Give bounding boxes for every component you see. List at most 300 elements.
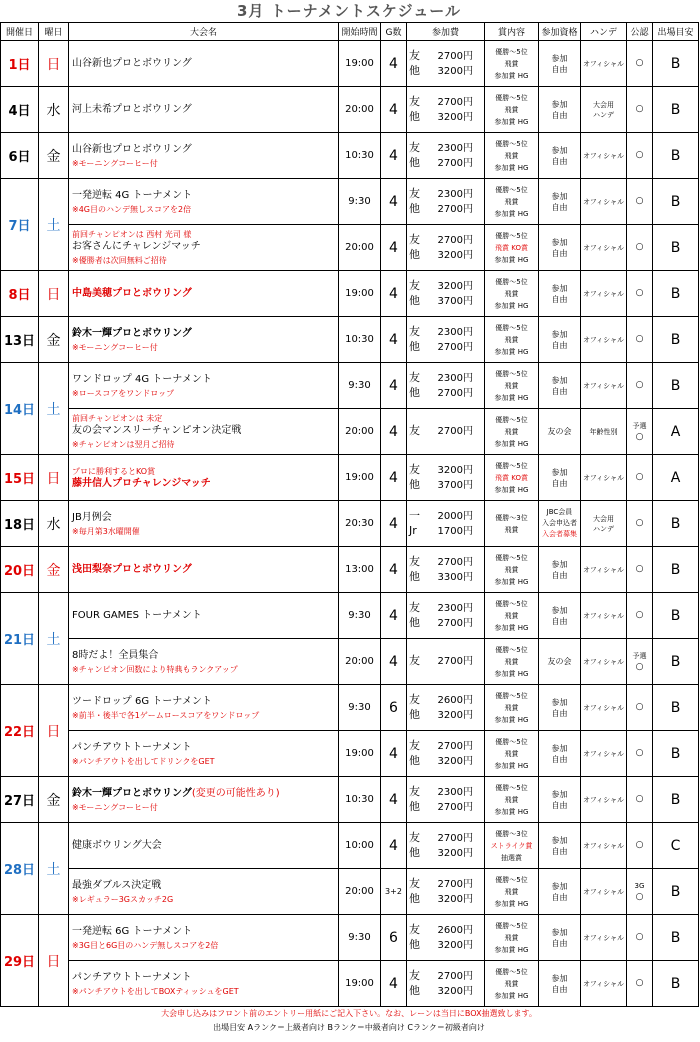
fee-line <box>407 555 484 570</box>
column-header: G数 <box>381 23 407 41</box>
event-date: 4日 <box>1 87 39 133</box>
event-date: 22日 <box>1 685 39 777</box>
handicap-line: オフィシャル <box>582 151 625 160</box>
event-name-extra: (変更の可能性あり) <box>191 787 280 799</box>
fee-amount: 3200円 <box>437 464 473 476</box>
prize-content <box>485 639 539 685</box>
prize-content <box>485 731 539 777</box>
event-top-note: プロに勝利するとKO賞 <box>72 466 156 476</box>
fee-amount: 2000円 <box>437 510 473 522</box>
prize-line: 優勝～5位 <box>495 93 528 102</box>
prize-line: 優勝～5位 <box>495 967 528 976</box>
event-weekday: 日 <box>39 455 69 501</box>
fee-amount: 3700円 <box>437 295 473 307</box>
event-name-line <box>72 373 338 386</box>
entry-qualification <box>539 915 581 961</box>
qualification-line: 入会者募集 <box>542 530 577 538</box>
entry-fee <box>407 547 485 593</box>
event-name-line <box>72 741 338 754</box>
certified-line: 予選 <box>632 651 647 660</box>
schedule-table <box>0 22 699 1007</box>
fee-line <box>407 64 484 79</box>
handicap <box>581 777 627 823</box>
handicap <box>581 915 627 961</box>
game-count: 4 <box>381 409 407 455</box>
prize-line: 優勝～5位 <box>495 921 528 930</box>
fee-label: 他 <box>409 385 420 399</box>
fee-line <box>407 616 484 631</box>
fee-label: 友 <box>409 922 420 936</box>
handicap-line: オフィシャル <box>582 59 625 68</box>
event-note: ※モーニングコーヒー付 <box>72 342 158 352</box>
qualification-line: 参加 <box>551 835 568 845</box>
qualification-line: 自由 <box>551 800 568 810</box>
table-row <box>1 961 699 1007</box>
start-time: 9:30 <box>339 593 381 639</box>
fee-line <box>407 49 484 64</box>
certified-line: ○ <box>635 932 644 942</box>
certified <box>627 961 653 1007</box>
entry-fee <box>407 501 485 547</box>
fee-amount: 2700円 <box>437 617 473 629</box>
start-time: 10:30 <box>339 777 381 823</box>
certified <box>627 363 653 409</box>
fee-label: 一 <box>409 508 420 522</box>
handicap-line: オフィシャル <box>582 703 625 712</box>
start-time: 19:00 <box>339 961 381 1007</box>
table-row <box>1 409 699 455</box>
event-weekday: 土 <box>39 593 69 685</box>
game-count: 3+2 <box>381 869 407 915</box>
prize-content <box>485 87 539 133</box>
entry-fee <box>407 179 485 225</box>
entry-qualification <box>539 685 581 731</box>
fee-amount: 2300円 <box>437 786 473 798</box>
fee-line <box>407 141 484 156</box>
qualification-line: 参加 <box>551 743 568 753</box>
prize-line: 参加賞 HG <box>494 761 529 770</box>
handicap-line: オフィシャル <box>582 887 625 896</box>
fee-label: 友 <box>409 554 420 568</box>
entry-fee <box>407 869 485 915</box>
entry-level: B <box>653 639 699 685</box>
event-note: ※ロースコアをワンドロップ <box>72 388 175 398</box>
start-time: 10:00 <box>339 823 381 869</box>
fee-line <box>407 892 484 907</box>
handicap <box>581 409 627 455</box>
certified-line: ○ <box>635 380 644 390</box>
certified <box>627 455 653 501</box>
fee-amount: 2700円 <box>437 970 473 982</box>
qualification-line: 自由 <box>551 478 568 488</box>
event-name-cell <box>69 41 339 87</box>
event-date: 21日 <box>1 593 39 685</box>
event-name-line <box>72 143 338 156</box>
fee-line <box>407 110 484 125</box>
event-weekday: 金 <box>39 317 69 363</box>
fee-amount: 2300円 <box>437 602 473 614</box>
start-time: 20:00 <box>339 409 381 455</box>
handicap <box>581 87 627 133</box>
fee-label: 友 <box>409 462 420 476</box>
game-count: 4 <box>381 777 407 823</box>
fee-label: 友 <box>409 968 420 982</box>
prize-line: 優勝～5位 <box>495 461 528 470</box>
event-name-cell <box>69 271 339 317</box>
event-note: ※パンチアウトを出してBOXティッシュをGET <box>72 986 239 996</box>
table-row <box>1 915 699 961</box>
fee-line <box>407 570 484 585</box>
game-count: 4 <box>381 271 407 317</box>
event-name-line <box>72 925 338 938</box>
fee-amount: 2700円 <box>437 50 473 62</box>
entry-qualification <box>539 501 581 547</box>
game-count: 4 <box>381 41 407 87</box>
event-name-cell <box>69 133 339 179</box>
table-row <box>1 87 699 133</box>
qualification-line: 参加 <box>551 559 568 569</box>
game-count: 4 <box>381 87 407 133</box>
prize-content <box>485 317 539 363</box>
event-name: 河上未希プロとボウリング <box>72 104 192 115</box>
fee-label: 他 <box>409 983 420 997</box>
fee-line <box>407 800 484 815</box>
prize-content <box>485 823 539 869</box>
qualification-line: 参加 <box>551 99 568 109</box>
event-name-cell <box>69 869 339 915</box>
handicap-line: オフィシャル <box>582 243 625 252</box>
fee-line <box>407 371 484 386</box>
event-date: 8日 <box>1 271 39 317</box>
fee-label: 他 <box>409 569 420 583</box>
qualification-line: 参加 <box>551 191 568 201</box>
event-note: ※モーニングコーヒー付 <box>72 158 158 168</box>
fee-line <box>407 279 484 294</box>
certified-line: ○ <box>635 58 644 68</box>
schedule-body <box>1 41 699 1007</box>
entry-level: B <box>653 547 699 593</box>
column-header: 賞内容 <box>485 23 539 41</box>
entry-qualification <box>539 133 581 179</box>
prize-line: 飛賞 KO賞 <box>495 473 528 482</box>
event-name: 山谷新也プロとボウリング <box>72 58 192 69</box>
event-note: ※モーニングコーヒー付 <box>72 802 158 812</box>
certified <box>627 685 653 731</box>
certified <box>627 225 653 271</box>
table-row <box>1 685 699 731</box>
qualification-line: 参加 <box>551 697 568 707</box>
fee-label: 友 <box>409 830 420 844</box>
table-row <box>1 501 699 547</box>
fee-amount: 2600円 <box>437 924 473 936</box>
fee-amount: 3700円 <box>437 479 473 491</box>
prize-content <box>485 961 539 1007</box>
fee-amount: 2700円 <box>437 426 473 437</box>
event-note: ※3G目と6G目のハンデ無しスコアを2倍 <box>72 940 219 950</box>
entry-level: B <box>653 87 699 133</box>
fee-amount: 3200円 <box>437 985 473 997</box>
event-date: 27日 <box>1 777 39 823</box>
table-row <box>1 363 699 409</box>
fee-line <box>407 601 484 616</box>
certified-line: ○ <box>635 104 644 114</box>
column-header: 大会名 <box>69 23 339 41</box>
prize-line: 飛賞 <box>504 933 519 942</box>
handicap-line: 大会用 <box>593 514 614 523</box>
entry-qualification <box>539 593 581 639</box>
prize-line: 飛賞 <box>504 525 519 534</box>
start-time: 20:00 <box>339 87 381 133</box>
event-name: JB月例会 <box>72 511 112 523</box>
event-name-line <box>72 563 338 576</box>
column-header: 出場目安 <box>653 23 699 41</box>
event-date: 13日 <box>1 317 39 363</box>
start-time: 10:30 <box>339 133 381 179</box>
certified-line: ○ <box>635 150 644 160</box>
column-header: 参加資格 <box>539 23 581 41</box>
certified <box>627 409 653 455</box>
header-row <box>1 23 699 41</box>
fee-label: 友 <box>409 324 420 338</box>
prize-line: 参加賞 HG <box>494 715 529 724</box>
prize-line: 優勝～5位 <box>495 875 528 884</box>
prize-line: 参加賞 HG <box>494 623 529 632</box>
handicap-line: ハンデ <box>593 524 614 533</box>
prize-content <box>485 547 539 593</box>
event-top-note: 前回チャンピオンは 未定 <box>72 414 163 423</box>
certified-line: ○ <box>635 564 644 574</box>
event-weekday: 土 <box>39 179 69 271</box>
prize-line: 飛賞 <box>504 749 519 758</box>
fee-line <box>407 156 484 171</box>
entry-level: C <box>653 823 699 869</box>
entry-qualification <box>539 777 581 823</box>
entry-fee <box>407 271 485 317</box>
entry-fee <box>407 455 485 501</box>
entry-qualification <box>539 869 581 915</box>
event-weekday: 日 <box>39 271 69 317</box>
prize-content <box>485 869 539 915</box>
fee-amount: 2700円 <box>437 234 473 246</box>
entry-fee <box>407 685 485 731</box>
fee-label: 友 <box>409 370 420 384</box>
entry-qualification <box>539 41 581 87</box>
qualification-line: 自由 <box>551 846 568 856</box>
prize-line: 飛賞 <box>504 795 519 804</box>
entry-qualification <box>539 225 581 271</box>
certified-line: ○ <box>635 472 644 482</box>
prize-line: 優勝～3位 <box>495 513 528 522</box>
fee-line <box>407 739 484 754</box>
table-row <box>1 823 699 869</box>
fee-label: 他 <box>409 707 420 721</box>
fee-line <box>407 202 484 217</box>
prize-line: 飛賞 <box>504 611 519 620</box>
event-weekday: 日 <box>39 41 69 87</box>
event-note: ※毎月第3水曜開催 <box>72 526 140 536</box>
prize-line: 優勝～3位 <box>495 829 528 838</box>
prize-line: 優勝～5位 <box>495 369 528 378</box>
entry-level: B <box>653 133 699 179</box>
event-name: ワンドロップ 4G トーナメント <box>72 373 212 385</box>
prize-line: 参加賞 HG <box>494 439 529 448</box>
fee-line <box>407 984 484 999</box>
handicap-line: オフィシャル <box>582 473 625 482</box>
event-name-line <box>72 695 338 708</box>
entry-qualification <box>539 547 581 593</box>
fee-line <box>407 754 484 769</box>
entry-fee <box>407 363 485 409</box>
certified-line: ○ <box>635 978 644 988</box>
certified-line: ○ <box>635 288 644 298</box>
event-name-line <box>72 879 338 892</box>
prize-line: 参加賞 HG <box>494 899 529 908</box>
event-name-cell <box>69 961 339 1007</box>
entry-qualification <box>539 961 581 1007</box>
prize-line: ストライク賞 <box>490 841 533 850</box>
prize-content <box>485 409 539 455</box>
event-name: 8時だよ！全員集合 <box>72 649 159 661</box>
certified <box>627 731 653 777</box>
fee-line <box>407 509 484 524</box>
prize-line: 優勝～5位 <box>495 323 528 332</box>
fee-line <box>407 187 484 202</box>
fee-amount: 2700円 <box>437 656 473 667</box>
event-name-cell <box>69 777 339 823</box>
event-name: 山谷新也プロとボウリング <box>72 143 192 155</box>
fee-amount: 2700円 <box>437 801 473 813</box>
game-count: 4 <box>381 547 407 593</box>
fee-line <box>407 95 484 110</box>
prize-line: 参加賞 HG <box>494 301 529 310</box>
fee-amount: 1700円 <box>437 525 473 537</box>
fee-line <box>407 846 484 861</box>
entry-fee <box>407 639 485 685</box>
fee-label: 他 <box>409 109 420 123</box>
prize-line: 参加賞 HG <box>494 577 529 586</box>
fee-amount: 3200円 <box>437 709 473 721</box>
handicap-line: オフィシャル <box>582 335 625 344</box>
certified-line: ○ <box>635 431 644 442</box>
certified-line: ○ <box>635 610 644 620</box>
handicap <box>581 731 627 777</box>
qualification-line: 友の会 <box>547 657 572 666</box>
prize-content <box>485 133 539 179</box>
fee-amount: 2700円 <box>437 157 473 169</box>
prize-line: 優勝～5位 <box>495 737 528 746</box>
entry-level: B <box>653 179 699 225</box>
fee-amount: 3200円 <box>437 755 473 767</box>
event-name-line <box>72 240 338 253</box>
entry-fee <box>407 961 485 1007</box>
certified <box>627 915 653 961</box>
handicap <box>581 961 627 1007</box>
fee-amount: 2700円 <box>437 878 473 890</box>
prize-content <box>485 179 539 225</box>
handicap-line: オフィシャル <box>582 657 625 666</box>
event-name: 一発逆転 6G トーナメント <box>72 925 193 937</box>
qualification-line: 参加 <box>551 467 568 477</box>
fee-line <box>407 386 484 401</box>
certified-line: ○ <box>635 794 644 804</box>
event-name-cell <box>69 685 339 731</box>
event-name: 一発逆転 4G トーナメント <box>72 189 193 201</box>
fee-label: 友 <box>409 232 420 246</box>
handicap <box>581 455 627 501</box>
start-time: 20:00 <box>339 639 381 685</box>
table-row <box>1 547 699 593</box>
event-name-cell <box>69 731 339 777</box>
prize-line: 飛賞 <box>504 887 519 896</box>
handicap <box>581 179 627 225</box>
event-weekday: 金 <box>39 547 69 593</box>
fee-line <box>407 424 484 439</box>
prize-line: 抽選賞 <box>501 853 522 862</box>
qualification-line: 参加 <box>551 881 568 891</box>
handicap <box>581 869 627 915</box>
qualification-line: 参加 <box>551 927 568 937</box>
table-row <box>1 225 699 271</box>
entry-fee <box>407 593 485 639</box>
entry-level: A <box>653 409 699 455</box>
handicap-line: ハンデ <box>593 110 614 119</box>
fee-label: 他 <box>409 937 420 951</box>
entry-qualification <box>539 409 581 455</box>
entry-level: B <box>653 685 699 731</box>
game-count: 6 <box>381 685 407 731</box>
fee-label: 友 <box>409 600 420 614</box>
fee-line <box>407 938 484 953</box>
fee-line <box>407 708 484 723</box>
event-note: ※チャンピオンは翌月ご招待 <box>72 440 175 449</box>
event-name: 最強ダブルス決定戦 <box>72 879 162 891</box>
event-weekday: 土 <box>39 823 69 915</box>
event-weekday: 日 <box>39 915 69 1007</box>
entry-level: B <box>653 363 699 409</box>
certified-line: ○ <box>635 334 644 344</box>
prize-content <box>485 363 539 409</box>
table-row <box>1 731 699 777</box>
fee-line <box>407 478 484 493</box>
event-date: 1日 <box>1 41 39 87</box>
game-count: 4 <box>381 823 407 869</box>
entry-qualification <box>539 317 581 363</box>
fee-line <box>407 693 484 708</box>
event-date: 6日 <box>1 133 39 179</box>
qualification-line: 参加 <box>551 329 568 339</box>
fee-label: 友 <box>409 424 420 437</box>
game-count: 4 <box>381 133 407 179</box>
fee-label: 他 <box>409 293 420 307</box>
entry-qualification <box>539 179 581 225</box>
entry-fee <box>407 731 485 777</box>
handicap-line: オフィシャル <box>582 933 625 942</box>
prize-line: 参加賞 HG <box>494 117 529 126</box>
handicap-line: 年齢性別 <box>589 427 618 436</box>
prize-line: 優勝～5位 <box>495 599 528 608</box>
fee-label: 友 <box>409 784 420 798</box>
entry-level: B <box>653 225 699 271</box>
prize-line: 参加賞 HG <box>494 669 529 678</box>
prize-line: 優勝～5位 <box>495 645 528 654</box>
qualification-line: 参加 <box>551 973 568 983</box>
table-row <box>1 271 699 317</box>
fee-label: 友 <box>409 140 420 154</box>
certified <box>627 87 653 133</box>
certified-line: ○ <box>635 891 644 902</box>
event-name-cell <box>69 409 339 455</box>
table-row <box>1 133 699 179</box>
